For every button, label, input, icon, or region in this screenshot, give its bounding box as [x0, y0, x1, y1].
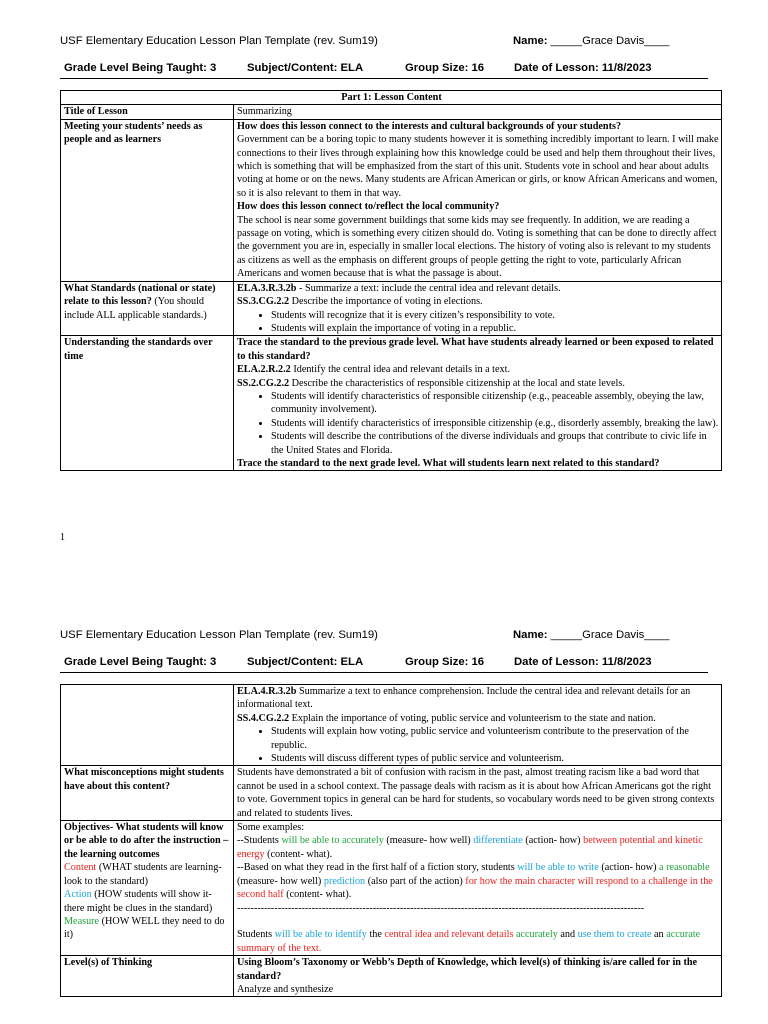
previous-standard-2: SS.2.CG.2.2 Describe the characteristics of responsible citizenship at the local and state levels.	[237, 377, 625, 389]
list-item: • Students will recognize that it is every citizen’s responsibility to vote.	[271, 309, 719, 322]
misconceptions-label: What misconceptions might students have about this content?	[61, 766, 234, 821]
objectives-cell	[234, 821, 722, 956]
standards-cell	[234, 281, 722, 336]
next-grade-question: Trace the standard to the next grade level. What will students learn next related to this standard?	[237, 457, 660, 469]
measure-key: Measure	[64, 915, 100, 927]
lesson-date: Date of Lesson: 11/8/2023	[514, 656, 652, 668]
dashed-divider: ------------------------------------------------------------------------------------------------------------------------	[237, 902, 645, 914]
name-field	[513, 35, 669, 47]
next-standard-1: ELA.4.R.3.2b Summarize a text to enhance comprehension. Include the central idea and relevant details for an informational text.	[237, 686, 691, 711]
name-value: _____Grace Davis____	[550, 35, 670, 47]
measure-desc: (HOW WELL they need to do it)	[64, 915, 225, 941]
group-size: Group Size: 16	[405, 62, 485, 74]
understanding-cell	[234, 336, 722, 471]
grade-info-line	[60, 62, 708, 79]
list-item: • Students will explain the importance of voting in a republic.	[271, 322, 719, 335]
lesson-content-table-page2	[60, 684, 722, 997]
spacer	[237, 915, 719, 928]
lesson-date: Date of Lesson: 11/8/2023	[514, 62, 652, 74]
list-item: • Students will identify characteristics of irresponsible citizenship (e.g., disorderly assembly, breaking the law).	[271, 417, 719, 430]
content-key: Content	[64, 862, 97, 874]
previous-standard-1: ELA.2.R.2.2 Identify the central idea and relevant details in a text.	[237, 364, 511, 376]
list-item: • Students will describe the contributions of the diverse individuals and groups that contribute to civic life in the United States and Florida.	[271, 430, 719, 457]
grade-level: Grade Level Being Taught: 3	[64, 62, 217, 74]
objectives-label: Objectives- What students will know or be able to do after the instruction – the learning outcomes	[64, 822, 229, 860]
template-title: USF Elementary Education Lesson Plan Template (rev. Sum19)	[60, 35, 378, 47]
title-of-lesson-value: Summarizing	[234, 105, 722, 119]
example-2: --Based on what they read in the first half of a fiction story, students will be able to write (action- how) a reasonable (measure- how well) prediction (also part of the action) for how the main character will respond to a challenge in the second half (content- what).	[237, 862, 713, 901]
standard-2-bullets	[237, 309, 719, 336]
name-value: _____Grace Davis____	[550, 629, 670, 641]
empty-left-cell	[61, 685, 234, 766]
example-1: --Students will be able to accurately (measure- how well) differentiate (action- how) between potential and kinetic energy (content- what).	[237, 835, 703, 860]
levels-cell	[234, 956, 722, 997]
title-of-lesson-label: Title of Lesson	[61, 105, 234, 119]
examples-intro: Some examples:	[237, 822, 305, 834]
list-item: • Students will identify characteristics of responsible citizenship (e.g., peaceable assembly, obeying the law, community involvement).	[271, 390, 719, 417]
next-standard-2-bullets	[237, 725, 719, 765]
needs-answer-2: The school is near some government buildings that some kids may see frequently. In addition, we are reading a passage on voting, which is something every citizen should do. Voting is something that can be done to directly affect the government you are in, especially in smaller local elections. The history of voting also is relevant to my students as citizens as well as the emphasis on different groups of people getting the right to vote, particularly African Americans and women because that is what the passage is about.	[237, 214, 717, 280]
standards-label-cell	[61, 281, 234, 336]
levels-question: Using Bloom’s Taxonomy or Webb’s Depth of Knowledge, which level(s) of thinking is/are called for in the standard?	[237, 957, 698, 982]
standard-2: SS.3.CG.2.2 Describe the importance of voting in elections.	[237, 296, 483, 308]
next-standards-cell	[234, 685, 722, 766]
previous-standard-2-bullets	[237, 390, 719, 457]
levels-label: Level(s) of Thinking	[61, 956, 234, 997]
name-label: Name:	[513, 35, 548, 47]
grade-info-line-page2	[60, 656, 708, 673]
objective-statement: Students will be able to identify the central idea and relevant details accurately and use them to create an accurate summary of the text.	[237, 929, 701, 954]
previous-grade-question: Trace the standard to the previous grade level. What have students already learned or been exposed to related to this standard?	[237, 337, 714, 362]
list-item: • Students will discuss different types of public service and volunteerism.	[271, 752, 719, 765]
next-standard-2: SS.4.CG.2.2 Explain the importance of voting, public service and volunteerism to the state and nation.	[237, 712, 656, 724]
levels-answer: Analyze and synthesize	[237, 983, 334, 995]
needs-question-2: How does this lesson connect to/reflect the local community?	[237, 201, 500, 213]
standards-note: (You should include ALL applicable standards.)	[64, 296, 207, 321]
name-label: Name:	[513, 629, 548, 641]
subject: Subject/Content: ELA	[247, 62, 364, 74]
needs-question-1: How does this lesson connect to the interests and cultural backgrounds of your students?	[237, 120, 622, 132]
name-field-page2	[513, 629, 669, 641]
understanding-label: Understanding the standards over time	[61, 336, 234, 471]
needs-cell	[234, 119, 722, 281]
page-number: 1	[60, 532, 65, 543]
list-item: • Students will explain how voting, public service and volunteerism contribute to the preservation of the republic.	[271, 725, 719, 752]
content-desc: (WHAT students are learning- look to the standard)	[64, 862, 222, 887]
needs-answer-1: Government can be a boring topic to many students however it is something incredibly important to learn. I will make connections to their lives through explaining how this knowledge could be used and help them throughout their lives, which is something that will be emphasized from the start of this unit. Students vote in school and hear about adults voting at home or on the news. Many students are African American or girls, or know African Americans and women, so it is also relevant to them in that way.	[237, 134, 719, 199]
misconceptions-text: Students have demonstrated a bit of confusion with racism in the past, almost treating racism like a bad word that cannot be used in a school context. The passage deals with racism as it is about how African Americans got the right to vote. Government topics in general can be hard for students, so vocabulary words need to be given strong contexts and related to students lives.	[234, 766, 722, 821]
action-key: Action	[64, 889, 92, 901]
standards-label: What Standards (national or state) relate to this lesson?	[64, 282, 216, 308]
part-title: Part 1: Lesson Content	[61, 91, 722, 105]
objectives-label-cell	[61, 821, 234, 956]
lesson-content-table-page1	[60, 90, 722, 471]
subject: Subject/Content: ELA	[247, 656, 364, 668]
template-title-page2: USF Elementary Education Lesson Plan Template (rev. Sum19)	[60, 629, 378, 641]
group-size: Group Size: 16	[405, 656, 485, 668]
standard-1: ELA.3.R.3.2b - Summarize a text: include the central idea and relevant details.	[237, 282, 561, 294]
action-desc: (HOW students will show it- there might be clues in the standard)	[64, 889, 213, 914]
needs-label: Meeting your students’ needs as people and as learners	[61, 119, 234, 281]
grade-level: Grade Level Being Taught: 3	[64, 656, 217, 668]
